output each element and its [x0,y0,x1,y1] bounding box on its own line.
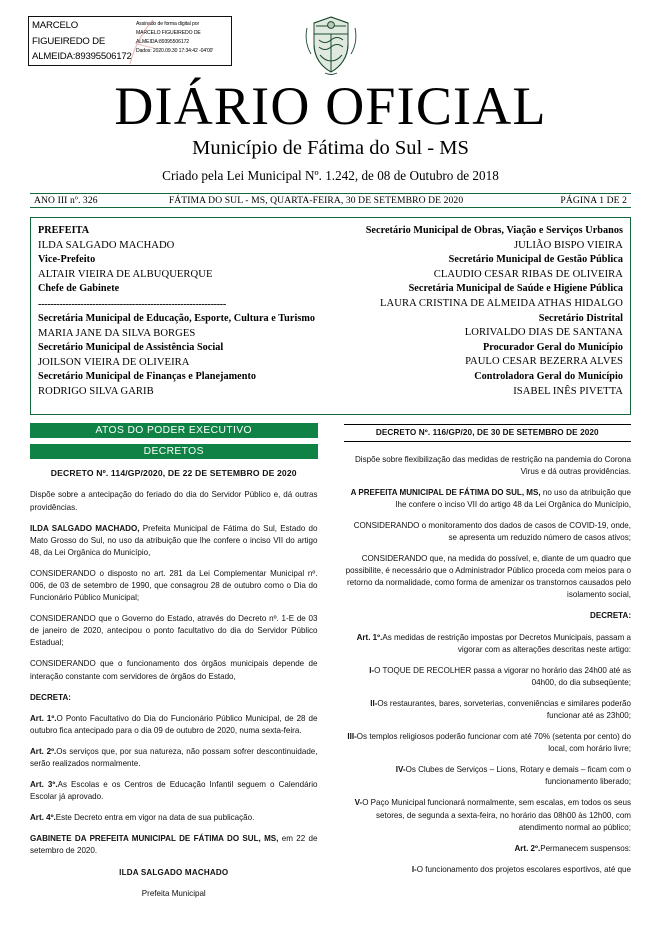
official-role: Secretário Municipal de Assistência Social [38,342,224,354]
decree-right-item-2-label: II- [370,698,378,708]
decree-right-item-1 [344,665,632,689]
official-name: JOILSON VIEIRA DE OLIVEIRA [38,356,190,368]
decree-left-art3 [30,779,318,803]
page-title: DIÁRIO OFICIAL [114,76,547,136]
official-name: LAURA CRISTINA DE ALMEIDA ATHAS HIDALGO [380,297,623,309]
officials-column-right [331,224,624,409]
official-name: ALTAIR VIEIRA DE ALBUQUERQUE [38,268,213,280]
officials-divider: -------------------------------------------------------------- [38,298,226,310]
decree-left-art2-label: Art. 2º. [30,746,57,756]
official-role: Vice-Prefeito [38,254,96,266]
decree-right-art2 [344,843,632,855]
decree-left-art2 [30,746,318,770]
decree-right-art1-text: As medidas de restrição impostas por Decretos Municipais, passam a vigorar com as alterações descritas neste artigo: [382,632,631,654]
official-name: JULIÃO BISPO VIEIRA [513,239,623,251]
decree-right-decreta-label: DECRETA: [590,611,631,621]
decree-right-considerando-2: CONSIDERANDO que, na medida do possível, e, diante de um quadro que possibilite, é necessário que o Administrador Público proceda com meios para o retorno da normalidade, como forma de amenizar os transtornos causados pelo isolamento social, [345,554,631,600]
decree-left-considerando-2: CONSIDERANDO que o Governo do Estado, através do Decreto nº. 1-E de 03 de janeiro de 2020, antecipou o ponto facultativo do dia do Servidor Público Estadual; [30,614,318,648]
banner-decretos: DECRETOS [30,444,318,459]
officials-box [30,217,631,415]
signature-details [133,17,231,65]
decree-left-art1-text: O Ponto Facultativo do Dia do Funcionário Público Municipal, de 28 de outubro fica antecipado para o dia 09 de outubro de 2020, numa sexta-feira. [30,713,318,735]
issue-year-number: ANO III nº. 326 [34,195,98,206]
decree-right-item-6-text: O funcionamento dos projetos escolares esportivos, até que [416,864,631,874]
decree-left-considerando-3: CONSIDERANDO que o funcionamento dos órgãos municipais depende de interação constante com servidores de órgãos do Estado, [30,659,318,681]
decree-left-art4 [30,812,318,824]
decree-right-item-1-label: I- [369,665,375,675]
signature-detail-line-1: Assinado de forma digital por [136,21,200,27]
decree-right-preamble [344,487,632,511]
official-role: Secretária Municipal de Saúde e Higiene Pública [408,283,623,295]
official-role: Secretário Distrital [538,312,623,324]
decree-right-art2-text: Permanecem suspensos: [540,843,631,853]
column-left [30,415,331,909]
decree-right-item-3 [344,731,632,755]
official-role: Controladora Geral do Município [474,370,623,382]
decree-right-item-2 [344,698,632,722]
decree-left-decreta-label: DECRETA: [30,692,71,702]
decree-right-art2-label: Art. 2º. [514,843,541,853]
decree-right-item-3-label: III- [347,732,357,742]
decree-left-art4-text: Este Decreto entra em vigor na data de sua publicação. [55,813,255,823]
decree-right-item-6 [344,864,632,876]
official-role: Procurador Geral do Município [482,341,623,353]
decree-left-signer-name: ILDA SALGADO MACHADO [119,867,229,877]
official-name: RODRIGO SILVA GARIB [38,385,154,397]
decree-right-item-6-label: I- [411,864,417,874]
decree-left-preamble-bold: ILDA SALGADO MACHADO, [30,523,140,533]
decree-left-preamble [30,523,318,559]
decree-left-art3-text: As Escolas e os Centros de Educação Infantil seguem o Calendário Escolar já aprovado. [30,780,318,802]
issue-bar [30,193,631,208]
decree-right-heading: DECRETO Nº. 116/GP/20, DE 30 DE SETEMBRO DE 2020 [344,424,632,442]
masthead-law-line: Criado pela Lei Municipal Nº. 1.242, de 08 de Outubro de 2018 [162,168,499,183]
decree-left-art1-label: Art. 1º. [30,713,57,723]
decree-right-item-4-text: Os Clubes de Serviços – Lions, Rotary e demais – ficam com o funcionamento liberado; [405,765,631,787]
decree-left-summary: Dispõe sobre a antecipação do feriado do dia do Servidor Público e, dá outras providências. [30,490,318,512]
decree-left-gabinete-bold: GABINETE DA PREFEITA MUNICIPAL DE FÁTIMA DO SUL, MS, [30,834,279,844]
signature-detail-line-3: ALMEIDA:89395506172 [136,39,190,46]
digital-signature-stamp [28,16,232,66]
issue-place-date: FÁTIMA DO SUL - MS, QUARTA-FEIRA, 30 DE SETEMBRO DE 2020 [168,195,464,206]
official-role: Secretário Municipal de Gestão Pública [448,254,623,266]
decree-right-item-2-text: Os restaurantes, bares, sorveterias, conveniências e similares poderão funcionar até as 23h00; [377,698,631,720]
decree-right-item-3-text: Os templos religiosos poderão funcionar com até 70% (setenta por cento) do local, com horário livre; [356,732,631,754]
decree-right-item-4 [344,764,632,788]
body-columns [30,415,631,909]
official-role: Chefe de Gabinete [38,283,120,295]
decree-right-item-1-text: O TOQUE DE RECOLHER passa a vigorar no horário das 24h00 até as 04h00, do dia subseqüente; [374,665,631,687]
column-right [331,415,632,909]
decree-right-art1 [344,632,632,656]
coat-of-arms-icon [302,14,360,76]
decree-right-item-4-label: IV- [395,765,406,775]
decree-right-summary: Dispõe sobre flexibilização das medidas de restrição na pandemia do Corona Virus e dá outras providências. [355,454,631,476]
decree-left-signer-role: Prefeita Municipal [141,888,206,898]
decree-right-preamble-bold: A PREFEITA MUNICIPAL DE FÁTIMA DO SUL, MS, [350,487,541,497]
signature-subject: MARCELO FIGUEIREDO DE ALMEIDA:89395506172 [32,20,132,62]
decree-left-heading: DECRETO Nº. 114/GP/2020, DE 22 DE SETEMBRO DE 2020 [50,468,297,478]
decree-left-considerando-1: CONSIDERANDO o disposto no art. 281 da Lei Complementar Municipal nº. 006, de 03 de setembro de 1990, que consagrou 28 de outubro como o Dia do Funcionário Público Municipal; [30,568,318,603]
decree-right-item-5 [344,797,632,833]
decree-right-item-5-label: V- [354,798,363,808]
decree-right-item-5-text: O Paço Municipal funcionará normalmente, sem escalas, em todos os seus setores, de segunda a sexta-feira, no horário das 08h00 às 12h00, com atendimento normal ao público; [362,798,631,832]
decree-left-art2-text: Os serviços que, por sua natureza, não possam sofrer descontinuidade, serão realizados normalmente. [30,746,318,768]
official-role: Secretário Municipal de Finanças e Planejamento [38,371,257,383]
official-name: LORIVALDO DIAS DE SANTANA [464,327,623,339]
decree-right-art1-label: Art. 1º. [356,632,383,642]
decree-left-preamble-rest: Prefeita Municipal de Fátima do Sul, Estado do Mato Grosso do Sul, no uso da atribuição que lhe confere o inciso VII do artigo 48, da Lei Orgânica do Município, [30,523,318,557]
official-name: ISABEL INÊS PIVETTA [513,385,623,397]
masthead-subtitle: Município de Fátima do Sul - MS [192,137,469,159]
decree-left-art4-label: Art. 4º. [30,813,56,823]
decree-left-art3-label: Art. 3º. [30,780,58,790]
issue-page-number: PÁGINA 1 DE 2 [560,195,627,206]
official-name: PAULO CESAR BEZERRA ALVES [465,356,623,368]
officials-column-left [38,224,331,409]
decree-left-gabinete [30,833,318,857]
banner-atos-do-poder-executivo: ATOS DO PODER EXECUTIVO [30,423,318,438]
signature-detail-line-2: MARCELO FIGUEIREDO DE [136,30,201,37]
official-role: PREFEITA [38,225,90,236]
decree-left-art1 [30,713,318,737]
signature-detail-line-4: Dados: 2020.09.30 17:34:42 -04'00' [136,48,214,55]
decree-right-considerando-1: CONSIDERANDO o monitoramento dos dados de casos de COVID-19, onde, se apresenta um reduzido número de casos ativos; [353,520,631,542]
official-role: Secretário Municipal de Obras, Viação e Serviços Urbanos [365,225,623,236]
official-role: Secretária Municipal de Educação, Esporte, Cultura e Turismo [38,312,316,324]
official-name: ILDA SALGADO MACHADO [38,239,175,251]
decree-left-gabinete-rest: em 22 de setembro de 2020. [30,834,318,856]
decree-right-preamble-rest: no uso da atribuição que lhe confere o inciso VII do artigo 48 da Lei Orgânica do Município, [395,487,631,509]
official-name: CLAUDIO CESAR RIBAS DE OLIVEIRA [433,268,623,280]
official-name: MARIA JANE DA SILVA BORGES [38,327,196,339]
